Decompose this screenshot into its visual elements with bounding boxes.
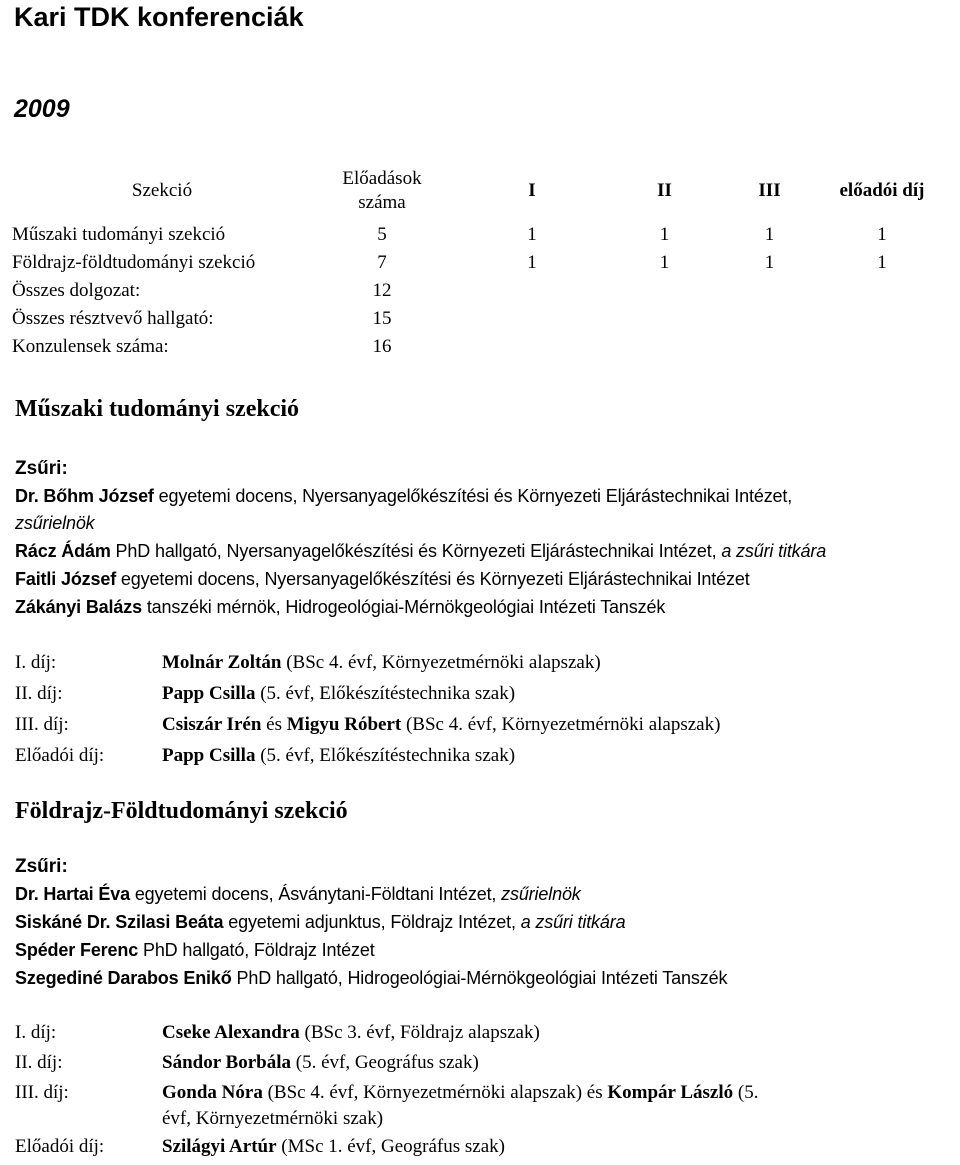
header-II: II (657, 180, 672, 201)
totals-label: Konzulensek száma: (12, 336, 169, 357)
award-winner (162, 652, 601, 674)
award-detail: (5. évf, Előkészítéstechnika szak) (255, 683, 516, 704)
row-II: 1 (659, 224, 670, 245)
totals-row (12, 330, 942, 358)
award-name: Gonda Nóra (162, 1082, 263, 1103)
award-label: Előadói díj: (15, 745, 105, 766)
award-name-2: Kompár László (607, 1082, 734, 1103)
totals-row (12, 302, 942, 330)
jury-member (15, 912, 625, 933)
award-name: Cseke Alexandra (162, 1022, 300, 1043)
award-name: Csiszár Irén (162, 714, 262, 735)
jury-role: zsűrielnök (501, 884, 581, 904)
row-count: 7 (377, 252, 387, 273)
award-winner (162, 683, 515, 705)
jury-name: Faitli József (15, 569, 117, 589)
section-title: Műszaki tudományi szekció (15, 396, 300, 422)
jury-member (15, 968, 727, 989)
jury-desc: PhD hallgató, Hidrogeológiai-Mérnökgeológiai Intézeti Tanszék (231, 968, 728, 988)
row-eloadoi: 1 (877, 224, 887, 245)
page-title: Kari TDK konferenciák (14, 2, 304, 32)
award-detail: (5. évf, Előkészítéstechnika szak) (255, 745, 516, 766)
row-III: 1 (764, 252, 775, 273)
award-label: III. díj: (15, 714, 69, 735)
jury-role: a zsűri titkára (721, 541, 827, 561)
table-row (12, 246, 942, 274)
jury-desc: egyetemi adjunktus, Földrajz Intézet, (223, 912, 521, 932)
totals-value: 12 (372, 280, 392, 301)
jury-heading: Zsűri: (15, 458, 68, 479)
award-winner (162, 1022, 540, 1044)
award-label: II. díj: (15, 1052, 63, 1073)
jury-role: zsűrielnök (15, 513, 95, 533)
header-I: I (528, 180, 536, 201)
jury-desc: egyetemi docens, Nyersanyagelőkészítési és Környezeti Eljárástechnikai Intézet (116, 569, 750, 589)
award-name: Papp Csilla (162, 745, 256, 766)
jury-name: Zákányi Balázs (15, 597, 142, 617)
award-detail: (BSc 4. évf, Környezetmérnöki alapszak) (281, 652, 601, 673)
row-I: 1 (527, 252, 537, 273)
award-name: Sándor Borbála (162, 1052, 291, 1073)
row-count: 5 (377, 224, 387, 245)
header-eloadoi: előadói díj (839, 180, 925, 201)
jury-desc: egyetemi docens, Nyersanyagelőkészítési és Környezeti Eljárástechnikai Intézet, (153, 486, 793, 506)
award-winner (162, 1136, 505, 1158)
award-name: Papp Csilla (162, 683, 256, 704)
totals-label: Összes résztvevő hallgató: (12, 308, 214, 329)
award-name-2: Migyu Róbert (286, 714, 402, 735)
jury-member (15, 569, 750, 590)
totals-row (12, 274, 942, 302)
award-detail: (BSc 4. évf, Környezetmérnöki alapszak) és (262, 1082, 608, 1103)
totals-label: Összes dolgozat: (12, 280, 141, 301)
jury-name: Dr. Bőhm József (15, 486, 154, 506)
jury-name: Rácz Ádám (15, 541, 111, 561)
jury-member (15, 940, 375, 961)
row-I: 1 (527, 224, 537, 245)
header-eloadasok-line2: száma (358, 192, 406, 213)
section-title: Földrajz-Földtudományi szekció (15, 798, 348, 824)
jury-desc: PhD hallgató, Földrajz Intézet (138, 940, 375, 960)
jury-desc: PhD hallgató, Nyersanyagelőkészítési és Környezeti Eljárástechnikai Intézet, (110, 541, 722, 561)
header-III: III (758, 180, 781, 201)
header-eloadasok (312, 164, 452, 218)
jury-name: Siskáné Dr. Szilasi Beáta (15, 912, 224, 932)
award-label: Előadói díj: (15, 1136, 105, 1157)
jury-desc: tanszéki mérnök, Hidrogeológiai-Mérnökgeológiai Intézeti Tanszék (141, 597, 666, 617)
award-name: Molnár Zoltán (162, 652, 282, 673)
jury-desc: egyetemi docens, Ásványtani-Földtani Intézet, (129, 884, 502, 904)
award-label: I. díj: (15, 1022, 57, 1043)
award-winner (162, 714, 720, 736)
jury-member (15, 486, 792, 507)
jury-role: a zsűri titkára (520, 912, 626, 932)
jury-member (15, 541, 826, 562)
row-III: 1 (764, 224, 775, 245)
row-eloadoi: 1 (877, 252, 887, 273)
jury-name: Spéder Ferenc (15, 940, 139, 960)
year-heading: 2009 (14, 95, 70, 123)
award-detail: (5. évf, Geográfus szak) (291, 1052, 479, 1073)
jury-name: Szegediné Darabos Enikő (15, 968, 232, 988)
award-label: III. díj: (15, 1082, 69, 1103)
table-row (12, 218, 942, 246)
header-szekcio: Szekció (131, 180, 193, 201)
award-label: I. díj: (15, 652, 57, 673)
row-II: 1 (659, 252, 670, 273)
award-detail: (BSc 3. évf, Földrajz alapszak) (299, 1022, 540, 1043)
award-name: Szilágyi Artúr (162, 1136, 277, 1157)
row-name: Földrajz-földtudományi szekció (12, 252, 256, 273)
stats-header-row (12, 164, 942, 218)
totals-value: 15 (372, 308, 392, 329)
award-detail: (BSc 4. évf, Környezetmérnöki alapszak) (401, 714, 721, 735)
award-detail-2: (5. (733, 1082, 759, 1103)
jury-member (15, 884, 581, 905)
award-detail: (MSc 1. évf, Geográfus szak) (276, 1136, 505, 1157)
award-connector: és (261, 714, 287, 735)
header-eloadasok-line1: Előadások (342, 168, 422, 189)
jury-heading: Zsűri: (15, 856, 68, 877)
row-name: Műszaki tudományi szekció (12, 224, 226, 245)
jury-member (15, 597, 665, 618)
award-winner (162, 1052, 479, 1074)
award-detail-continued: évf, Környezetmérnöki szak) (162, 1108, 384, 1129)
totals-value: 16 (372, 336, 392, 357)
stats-table (12, 164, 942, 358)
jury-name: Dr. Hartai Éva (15, 884, 130, 904)
award-label: II. díj: (15, 683, 63, 704)
award-winner (162, 1082, 758, 1104)
award-winner (162, 745, 515, 767)
